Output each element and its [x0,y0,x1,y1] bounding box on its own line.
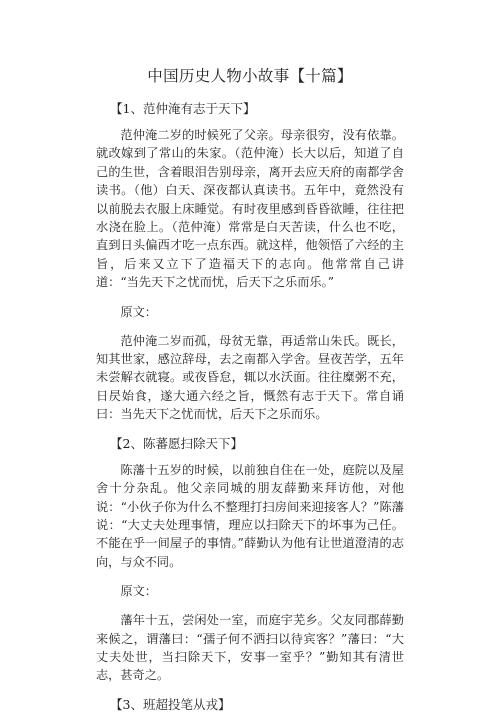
section-2 [96,435,404,685]
story-paragraph: 范仲淹二岁的时候死了父亲。母亲很穷，没有依靠。就改嫁到了常山的朱家。（范仲淹）长大以后，知道了自己的生世，含着眼泪告别母亲，离开去应天府的南都学舍读书。（他）白天、深夜都认真读书。五年中，竟然没有以前脱去衣服上床睡觉。有时夜里感到昏昏欲睡，往往把水浇在脸上。（范仲淹）常常是白天苦读，什么也不吃，直到日头偏西才吃一点东西。就这样，他领悟了六经的主旨，后来又立下了造福天下的志向。他常常自己讲道：“当先天下之忧而忧，后天下之乐而乐。” [96,128,404,290]
original-text-label: 原文： [120,584,157,599]
original-text-paragraph: 藩年十五，尝闲处一室，而庭宇芜乡。父友同郡薛勤来候之，谓藩曰：“孺子何不洒扫以待宾客？”藩曰：“大丈夫处世，当扫除天下，安事一室乎？”勤知其有清世志，甚奇之。 [96,613,404,683]
section-3 [96,696,404,714]
original-text-paragraph: 范仲淹二岁而孤，母贫无靠，再适常山朱氏。既长，知其世家，感泣辞母，去之南都入学舍。昼夜苦学，五年未尝解衣就寝。或夜昏怠，辄以水沃面。往往糜粥不充，日昃始食，遂大通六经之旨，慨然有志于天下。常自诵曰：当先天下之忧而忧，后天下之乐而乐。 [96,333,404,422]
original-text-label: 原文： [120,304,157,319]
story-paragraph: 陈藩十五岁的时候，以前独自住在一处，庭院以及屋舍十分杂乱。他父亲同城的朋友薛勤来拜访他，对他说：“小伙子你为什么不整理打扫房间来迎接客人？”陈藩说：“大丈夫处理事情，理应以扫除天下的坏事为己任。不能在乎一间屋子的事情。”薛勤认为他有让世道澄清的志向，与众不同。 [96,462,404,569]
section-heading: 【3、班超投笔从戎】 [110,696,231,712]
section-heading: 【2、陈蕃愿扫除天下】 [110,435,243,451]
section-heading: 【1、范仲淹有志于天下】 [110,101,256,116]
section-1 [96,100,404,424]
document-title: 中国历史人物小故事【十篇】 [147,67,353,85]
